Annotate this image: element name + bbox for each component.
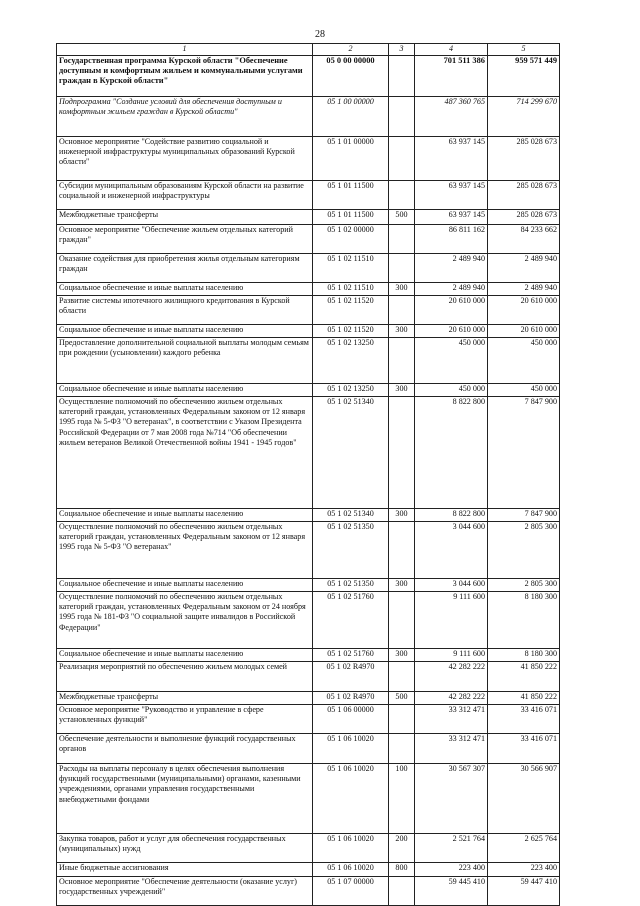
row-target-code: 05 1 02 11520 — [313, 296, 389, 325]
page-number: 28 — [315, 29, 325, 40]
row-amount-1: 20 610 000 — [415, 296, 488, 325]
row-amount-1: 450 000 — [415, 338, 488, 384]
row-expense-type — [389, 137, 415, 181]
row-target-code: 05 1 02 51350 — [313, 522, 389, 579]
column-header-type: 3 — [389, 44, 415, 56]
row-amount-1: 9 111 600 — [415, 592, 488, 649]
table-row — [57, 283, 560, 296]
row-amount-2: 33 416 071 — [488, 734, 560, 764]
row-name: Расходы на выплаты персоналу в целях обеспечения выполнения функций государственными (муниципальными) органами, казенными учреждениями, органами управления государственными внебюджетными фондами — [57, 764, 313, 834]
row-target-code: 05 1 06 10020 — [313, 863, 389, 877]
table-row — [57, 877, 560, 906]
row-expense-type — [389, 397, 415, 509]
row-amount-1: 8 822 800 — [415, 397, 488, 509]
column-header-amount-2: 5 — [488, 44, 560, 56]
row-name: Субсидии муниципальным образованиям Курской области на развитие социальной и инженерной инфраструктуры — [57, 181, 313, 210]
row-name: Оказание содействия для приобретения жилья отдельным категориям граждан — [57, 254, 313, 283]
row-target-code: 05 1 06 10020 — [313, 834, 389, 863]
row-expense-type — [389, 734, 415, 764]
table-row — [57, 863, 560, 877]
row-target-code: 05 1 01 11500 — [313, 181, 389, 210]
table-row — [57, 56, 560, 97]
row-amount-2: 30 566 907 — [488, 764, 560, 834]
row-amount-2: 959 571 449 — [488, 56, 560, 97]
table-row — [57, 254, 560, 283]
row-name: Государственная программа Курской области "Обеспечение доступным и комфортным жильем и коммунальными услугами граждан в Курской области" — [57, 56, 313, 97]
row-amount-2: 2 625 764 — [488, 834, 560, 863]
table-row — [57, 662, 560, 692]
table-row — [57, 296, 560, 325]
row-target-code: 05 1 07 00000 — [313, 877, 389, 906]
row-name: Осуществление полномочий по обеспечению жильем отдельных категорий граждан, установленных Федеральным законом от 12 января 1995 года № 5-ФЗ "О ветеранах", в соответствии с Указом Президента Российской Федерации от 7 мая 2008 года №714 "Об обеспечении жильем ветеранов Великой Отечественной войны 1941 - 1945 годов" — [57, 397, 313, 509]
row-amount-2: 2 489 940 — [488, 254, 560, 283]
row-amount-2: 20 610 000 — [488, 296, 560, 325]
row-expense-type: 200 — [389, 834, 415, 863]
row-expense-type: 500 — [389, 692, 415, 705]
row-amount-1: 3 044 600 — [415, 579, 488, 592]
row-name: Социальное обеспечение и иные выплаты населению — [57, 384, 313, 397]
row-expense-type — [389, 97, 415, 137]
row-amount-1: 450 000 — [415, 384, 488, 397]
table-row — [57, 397, 560, 509]
row-amount-2: 285 028 673 — [488, 210, 560, 225]
table-row — [57, 137, 560, 181]
row-name: Осуществление полномочий по обеспечению жильем отдельных категорий граждан, установленных Федеральным законом от 12 января 1995 года № 5-ФЗ "О ветеранах" — [57, 522, 313, 579]
row-name: Закупка товаров, работ и услуг для обеспечения государственных (муниципальных) нужд — [57, 834, 313, 863]
row-name: Социальное обеспечение и иные выплаты населению — [57, 649, 313, 662]
row-expense-type: 500 — [389, 210, 415, 225]
budget-table — [56, 43, 560, 906]
row-expense-type: 300 — [389, 509, 415, 522]
row-amount-2: 8 180 300 — [488, 649, 560, 662]
table-row — [57, 649, 560, 662]
row-target-code: 05 1 06 10020 — [313, 734, 389, 764]
row-target-code: 05 1 06 00000 — [313, 705, 389, 734]
table-row — [57, 592, 560, 649]
row-amount-1: 63 937 145 — [415, 210, 488, 225]
row-target-code: 05 1 02 51340 — [313, 397, 389, 509]
row-expense-type — [389, 225, 415, 254]
row-amount-2: 223 400 — [488, 863, 560, 877]
row-amount-2: 41 850 222 — [488, 692, 560, 705]
row-target-code: 05 1 06 10020 — [313, 764, 389, 834]
row-target-code: 05 1 02 51760 — [313, 592, 389, 649]
row-target-code: 05 1 02 51350 — [313, 579, 389, 592]
row-target-code: 05 1 02 11510 — [313, 254, 389, 283]
row-amount-1: 86 811 162 — [415, 225, 488, 254]
row-amount-1: 223 400 — [415, 863, 488, 877]
row-expense-type: 300 — [389, 325, 415, 338]
row-name: Основное мероприятие "Руководство и управление в сфере установленных функций" — [57, 705, 313, 734]
row-name: Обеспечение деятельности и выполнение функций государственных органов — [57, 734, 313, 764]
row-expense-type — [389, 877, 415, 906]
table-row — [57, 97, 560, 137]
row-amount-1: 2 521 764 — [415, 834, 488, 863]
row-amount-1: 2 489 940 — [415, 254, 488, 283]
column-header-name: 1 — [57, 44, 313, 56]
row-amount-2: 33 416 071 — [488, 705, 560, 734]
row-target-code: 05 1 00 00000 — [313, 97, 389, 137]
table-row — [57, 181, 560, 210]
row-expense-type: 300 — [389, 649, 415, 662]
row-name: Социальное обеспечение и иные выплаты населению — [57, 283, 313, 296]
table-row — [57, 384, 560, 397]
row-expense-type — [389, 522, 415, 579]
row-expense-type — [389, 56, 415, 97]
row-amount-2: 285 028 673 — [488, 137, 560, 181]
row-target-code: 05 1 01 11500 — [313, 210, 389, 225]
row-name: Социальное обеспечение и иные выплаты населению — [57, 509, 313, 522]
row-target-code: 05 1 02 R4970 — [313, 662, 389, 692]
table-row — [57, 210, 560, 225]
row-name: Основное мероприятие "Обеспечение деятельности (оказание услуг) государственных учреждений" — [57, 877, 313, 906]
row-name: Социальное обеспечение и иные выплаты населению — [57, 579, 313, 592]
row-target-code: 05 1 02 13250 — [313, 338, 389, 384]
row-amount-1: 20 610 000 — [415, 325, 488, 338]
row-amount-2: 2 805 300 — [488, 522, 560, 579]
row-expense-type: 100 — [389, 764, 415, 834]
row-amount-2: 7 847 900 — [488, 509, 560, 522]
table-row — [57, 834, 560, 863]
table-row — [57, 338, 560, 384]
row-name: Развитие системы ипотечного жилищного кредитования в Курской области — [57, 296, 313, 325]
table-row — [57, 509, 560, 522]
row-amount-2: 7 847 900 — [488, 397, 560, 509]
row-amount-2: 84 233 662 — [488, 225, 560, 254]
row-amount-1: 2 489 940 — [415, 283, 488, 296]
row-amount-2: 285 028 673 — [488, 181, 560, 210]
row-target-code: 05 1 02 11520 — [313, 325, 389, 338]
table-body — [57, 56, 560, 906]
row-expense-type: 300 — [389, 384, 415, 397]
row-expense-type — [389, 592, 415, 649]
row-amount-1: 42 282 222 — [415, 692, 488, 705]
row-amount-1: 42 282 222 — [415, 662, 488, 692]
row-amount-1: 33 312 471 — [415, 705, 488, 734]
row-amount-2: 2 489 940 — [488, 283, 560, 296]
row-name: Иные бюджетные ассигнования — [57, 863, 313, 877]
table-row — [57, 705, 560, 734]
row-target-code: 05 1 02 11510 — [313, 283, 389, 296]
row-amount-1: 63 937 145 — [415, 181, 488, 210]
row-target-code: 05 1 02 R4970 — [313, 692, 389, 705]
row-amount-2: 8 180 300 — [488, 592, 560, 649]
row-target-code: 05 1 01 00000 — [313, 137, 389, 181]
column-header-amount-1: 4 — [415, 44, 488, 56]
row-amount-1: 487 360 765 — [415, 97, 488, 137]
row-amount-1: 30 567 307 — [415, 764, 488, 834]
row-name: Реализация мероприятий по обеспечению жильем молодых семей — [57, 662, 313, 692]
table-row — [57, 579, 560, 592]
row-name: Основное мероприятие "Содействие развитию социальной и инженерной инфраструктуры муниципальных образований Курской области" — [57, 137, 313, 181]
row-expense-type — [389, 254, 415, 283]
row-target-code: 05 1 02 13250 — [313, 384, 389, 397]
row-target-code: 05 0 00 00000 — [313, 56, 389, 97]
table-row — [57, 522, 560, 579]
row-name: Социальное обеспечение и иные выплаты населению — [57, 325, 313, 338]
row-amount-1: 9 111 600 — [415, 649, 488, 662]
row-name: Межбюджетные трансферты — [57, 210, 313, 225]
row-expense-type — [389, 662, 415, 692]
table-row — [57, 734, 560, 764]
row-amount-2: 714 299 670 — [488, 97, 560, 137]
row-target-code: 05 1 02 00000 — [313, 225, 389, 254]
table-row — [57, 325, 560, 338]
table-header-row — [57, 44, 560, 56]
row-amount-1: 8 822 800 — [415, 509, 488, 522]
row-target-code: 05 1 02 51340 — [313, 509, 389, 522]
column-header-code: 2 — [313, 44, 389, 56]
row-target-code: 05 1 02 51760 — [313, 649, 389, 662]
table-row — [57, 225, 560, 254]
row-amount-1: 33 312 471 — [415, 734, 488, 764]
row-amount-1: 3 044 600 — [415, 522, 488, 579]
row-name: Межбюджетные трансферты — [57, 692, 313, 705]
row-amount-1: 701 511 386 — [415, 56, 488, 97]
row-amount-2: 450 000 — [488, 338, 560, 384]
row-expense-type — [389, 338, 415, 384]
row-amount-1: 63 937 145 — [415, 137, 488, 181]
row-name: Основное мероприятие "Обеспечение жильем отдельных категорий граждан" — [57, 225, 313, 254]
row-name: Предоставление дополнительной социальной выплаты молодым семьям при рождении (усыновлении) каждого ребенка — [57, 338, 313, 384]
row-amount-2: 450 000 — [488, 384, 560, 397]
row-amount-1: 59 445 410 — [415, 877, 488, 906]
row-expense-type: 800 — [389, 863, 415, 877]
row-name: Осуществление полномочий по обеспечению жильем отдельных категорий граждан, установленных Федеральным законом от 24 ноября 1995 года № 181-ФЗ "О социальной защите инвалидов в Российской Федерации" — [57, 592, 313, 649]
row-name: Подпрограмма "Создание условий для обеспечения доступным и комфортным жильем граждан в Курской области" — [57, 97, 313, 137]
row-amount-2: 2 805 300 — [488, 579, 560, 592]
row-amount-2: 20 610 000 — [488, 325, 560, 338]
row-expense-type: 300 — [389, 283, 415, 296]
table-row — [57, 692, 560, 705]
row-expense-type — [389, 181, 415, 210]
row-expense-type: 300 — [389, 579, 415, 592]
row-amount-2: 59 447 410 — [488, 877, 560, 906]
table-row — [57, 764, 560, 834]
row-amount-2: 41 850 222 — [488, 662, 560, 692]
row-expense-type — [389, 296, 415, 325]
row-expense-type — [389, 705, 415, 734]
